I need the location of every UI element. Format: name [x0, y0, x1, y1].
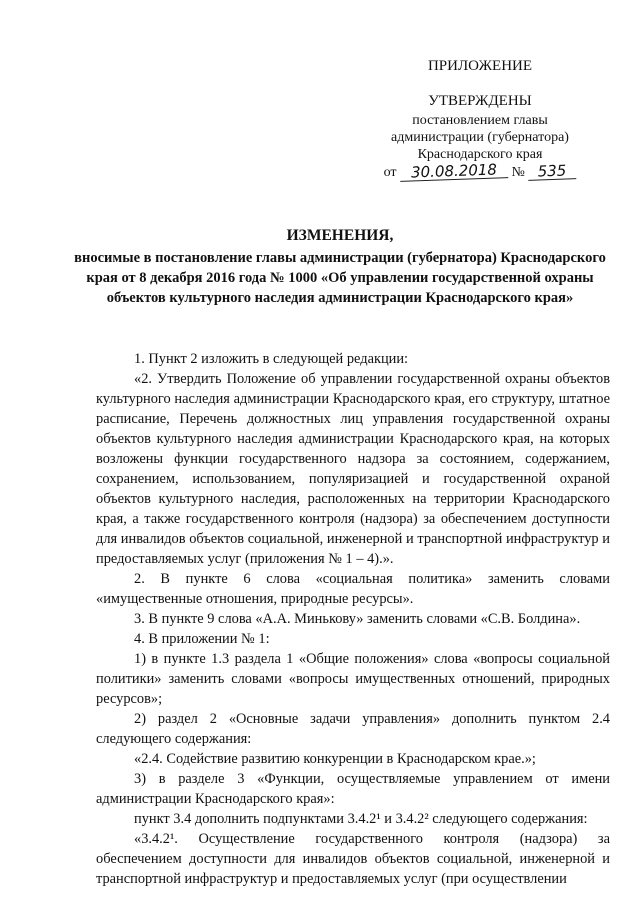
approval-date-number-line	[360, 160, 600, 182]
document-body	[96, 349, 610, 889]
paragraph-1: 1. Пункт 2 изложить в следующей редакции:	[134, 351, 409, 367]
paragraph-10: пункт 3.4 дополнить подпунктами 3.4.2¹ и 3.4.2² следующего содержания:	[134, 811, 588, 827]
appendix-label: ПРИЛОЖЕНИЕ	[427, 58, 533, 74]
document-title	[70, 226, 610, 308]
paragraph-4: 3. В пункте 9 слова «А.А. Минькову» заменить словами «С.В. Болдина».	[134, 611, 581, 627]
number-label: №	[511, 165, 525, 180]
handwritten-date: 30.08.2018	[400, 161, 509, 182]
from-label: от	[383, 165, 397, 180]
title-subtitle: вносимые в постановление главы администрации (губернатора) Краснодарского края от 8 декабря 2016 года № 1000 «Об управлении государственной охраны объектов культурного наследия администрации Краснодарского края»	[74, 250, 606, 306]
approval-line-3: Краснодарского края	[417, 147, 543, 162]
approved-label: УТВЕРЖДЕНЫ	[428, 93, 532, 109]
approval-block	[360, 58, 600, 181]
title-heading: ИЗМЕНЕНИЯ,	[286, 227, 394, 244]
paragraph-2: «2. Утвердить Положение об управлении государственной охраны объектов культурного наследия администрации Краснодарского края, его структуру, штатное расписание, Перечень должностных лиц управления государственной охраны объектов культурного наследия администрации Краснодарского края, на которых возложены функции государственного надзора за состоянием, содержанием, сохранением, использованием, популяризацией и государственной охраной объектов культурного наследия, расположенных на территории Краснодарского края, а также государственного контроля (надзора) за обеспечением доступности для инвалидов объектов социальной, инженерной и транспортной инфраструктур и предоставляемых услуг (приложения № 1 – 4).».	[96, 371, 610, 567]
handwritten-number: 535	[528, 162, 577, 181]
paragraph-5: 4. В приложении № 1:	[134, 631, 270, 647]
paragraph-11: «3.4.2¹. Осуществление государственного контроля (надзора) за обеспечением доступности для инвалидов объектов социальной, инженерной и транспортной инфраструктур и предоставляемых услуг (при осуществлении	[96, 831, 610, 887]
approval-line-1: постановлением главы	[412, 113, 548, 128]
paragraph-8: «2.4. Содействие развитию конкуренции в Краснодарском крае.»;	[134, 751, 536, 767]
paragraph-3: 2. В пункте 6 слова «социальная политика» заменить словами «имущественные отношения, природные ресурсы».	[96, 571, 610, 607]
paragraph-6: 1) в пункте 1.3 раздела 1 «Общие положения» слова «вопросы социальной политики» заменить словами «вопросы имущественных отношений, природных ресурсов»;	[96, 651, 610, 707]
paragraph-7: 2) раздел 2 «Основные задачи управления» дополнить пунктом 2.4 следующего содержания:	[96, 711, 610, 747]
paragraph-9: 3) в разделе 3 «Функции, осуществляемые управлением от имени администрации Краснодарского края»:	[96, 771, 610, 807]
approval-line-2: администрации (губернатора)	[391, 130, 569, 145]
